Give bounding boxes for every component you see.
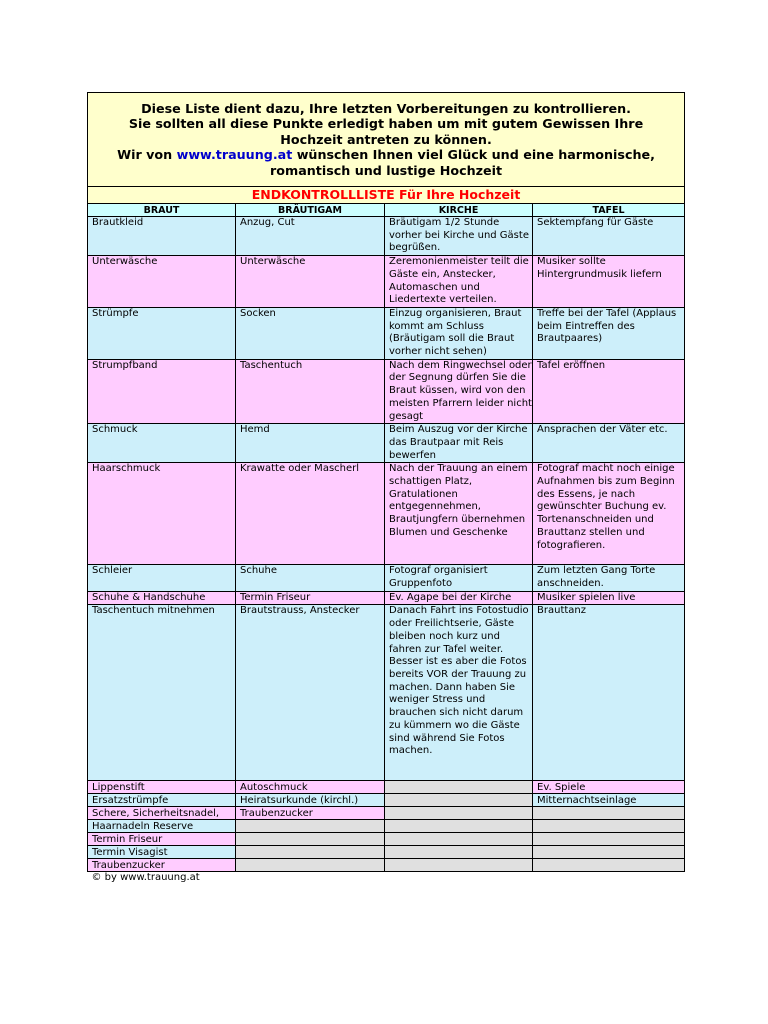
intro-website-link[interactable]: www.trauung.at — [176, 147, 293, 163]
cell-tafel — [533, 859, 685, 872]
cell-braeutigam: Brautstrauss, Anstecker — [236, 605, 385, 781]
intro-line-3: Hochzeit antreten zu können. — [280, 131, 492, 147]
cell-braut: Schere, Sicherheitsnadel, — [88, 807, 236, 820]
checklist-title: ENDKONTROLLLISTE Für Ihre Hochzeit — [88, 187, 685, 204]
cell-kirche: Beim Auszug vor der Kirche das Brautpaar mit Reis bewerfen — [385, 424, 533, 463]
cell-tafel — [533, 846, 685, 859]
cell-tafel — [533, 807, 685, 820]
cell-braut: Haarschmuck — [88, 463, 236, 565]
table-row — [88, 820, 685, 833]
cell-braut: Termin Friseur — [88, 833, 236, 846]
table-row — [88, 424, 685, 463]
cell-tafel: Musiker spielen live — [533, 591, 685, 605]
cell-braut: Strumpfband — [88, 359, 236, 424]
intro-line-4-suffix: wünschen Ihnen viel Glück und eine harmonische, — [292, 147, 655, 163]
cell-braeutigam — [236, 859, 385, 872]
column-header-kirche: KIRCHE — [385, 204, 533, 217]
cell-kirche — [385, 794, 533, 807]
cell-tafel: Treffe bei der Tafel (Applaus beim Eintreffen des Brautpaares) — [533, 307, 685, 359]
cell-kirche: Einzug organisieren, Braut kommt am Schluss (Bräutigam soll die Braut vorher nicht sehen) — [385, 307, 533, 359]
cell-braeutigam: Heiratsurkunde (kirchl.) — [236, 794, 385, 807]
title-row — [88, 187, 685, 204]
table-row — [88, 256, 685, 308]
cell-braeutigam: Autoschmuck — [236, 781, 385, 794]
table-row — [88, 807, 685, 820]
table-row — [88, 846, 685, 859]
cell-braeutigam: Schuhe — [236, 565, 385, 591]
cell-tafel — [533, 833, 685, 846]
table-row — [88, 565, 685, 591]
cell-braut: Schleier — [88, 565, 236, 591]
cell-braeutigam: Krawatte oder Mascherl — [236, 463, 385, 565]
cell-braeutigam: Taschentuch — [236, 359, 385, 424]
table-row — [88, 859, 685, 872]
cell-braut: Taschentuch mitnehmen — [88, 605, 236, 781]
cell-braeutigam: Socken — [236, 307, 385, 359]
table-row — [88, 359, 685, 424]
intro-row — [88, 93, 685, 187]
cell-tafel: Fotograf macht noch einige Aufnahmen bis zum Beginn des Essens, je nach gewünschter Buchung ev. Tortenanschneiden und Brauttanz stellen und fotografieren. — [533, 463, 685, 565]
column-header-braeutigam: BRÄUTIGAM — [236, 204, 385, 217]
cell-braut: Lippenstift — [88, 781, 236, 794]
cell-tafel: Mitternachtseinlage — [533, 794, 685, 807]
cell-tafel: Tafel eröffnen — [533, 359, 685, 424]
cell-tafel: Brauttanz — [533, 605, 685, 781]
column-header-braut: BRAUT — [88, 204, 236, 217]
copyright-footer: © by www.trauung.at — [88, 872, 685, 885]
cell-braut: Strümpfe — [88, 307, 236, 359]
intro-line-1: Diese Liste dient dazu, Ihre letzten Vorbereitungen zu kontrollieren. — [141, 100, 631, 116]
cell-kirche — [385, 833, 533, 846]
cell-braut: Haarnadeln Reserve — [88, 820, 236, 833]
cell-kirche: Zeremonienmeister teilt die Gäste ein, Anstecker, Automaschen und Liedertexte verteilen. — [385, 256, 533, 308]
cell-kirche: Danach Fahrt ins Fotostudio oder Freilichtserie, Gäste bleiben noch kurz und fahren zur Tafel weiter. Besser ist es aber die Fotos bereits VOR der Trauung zu machen. Dann haben Sie weniger Stress und brauchen sich nicht darum zu kümmern wo die Gäste sind während Sie Fotos machen. — [385, 605, 533, 781]
cell-braeutigam: Anzug, Cut — [236, 217, 385, 256]
table-row — [88, 781, 685, 794]
cell-kirche: Bräutigam 1/2 Stunde vorher bei Kirche und Gäste begrüßen. — [385, 217, 533, 256]
cell-kirche — [385, 846, 533, 859]
cell-braut: Traubenzucker — [88, 859, 236, 872]
footer-row — [88, 872, 685, 885]
column-header-row — [88, 204, 685, 217]
cell-tafel: Ev. Spiele — [533, 781, 685, 794]
cell-tafel: Sektempfang für Gäste — [533, 217, 685, 256]
table-row — [88, 307, 685, 359]
cell-braut: Ersatzstrümpfe — [88, 794, 236, 807]
cell-tafel: Ansprachen der Väter etc. — [533, 424, 685, 463]
cell-braut: Schuhe & Handschuhe — [88, 591, 236, 605]
cell-braut: Termin Visagist — [88, 846, 236, 859]
table-row — [88, 463, 685, 565]
cell-braeutigam — [236, 833, 385, 846]
table-row — [88, 794, 685, 807]
intro-line-2: Sie sollten all diese Punkte erledigt haben um mit gutem Gewissen Ihre — [128, 116, 644, 132]
cell-tafel: Musiker sollte Hintergrundmusik liefern — [533, 256, 685, 308]
cell-kirche — [385, 859, 533, 872]
cell-braeutigam: Unterwäsche — [236, 256, 385, 308]
cell-tafel — [533, 820, 685, 833]
table-row — [88, 591, 685, 605]
cell-braeutigam: Hemd — [236, 424, 385, 463]
cell-braeutigam: Termin Friseur — [236, 591, 385, 605]
cell-kirche: Ev. Agape bei der Kirche — [385, 591, 533, 605]
cell-kirche: Fotograf organisiert Gruppenfoto — [385, 565, 533, 591]
cell-braeutigam — [236, 820, 385, 833]
cell-kirche: Nach der Trauung an einem schattigen Platz, Gratulationen entgegennehmen, Brautjungfern übernehmen Blumen und Geschenke — [385, 463, 533, 565]
intro-line-4-prefix: Wir von — [117, 147, 177, 163]
table-row — [88, 833, 685, 846]
cell-kirche — [385, 781, 533, 794]
cell-kirche — [385, 820, 533, 833]
cell-tafel: Zum letzten Gang Torte anschneiden. — [533, 565, 685, 591]
checklist-table — [87, 92, 685, 885]
cell-braut: Schmuck — [88, 424, 236, 463]
table-row — [88, 605, 685, 781]
intro-text — [88, 93, 685, 187]
cell-kirche: Nach dem Ringwechsel oder der Segnung dürfen Sie die Braut küssen, wird von den meisten Pfarrern leider nicht gesagt — [385, 359, 533, 424]
table-row — [88, 217, 685, 256]
cell-kirche — [385, 807, 533, 820]
cell-braeutigam: Traubenzucker — [236, 807, 385, 820]
column-header-tafel: TAFEL — [533, 204, 685, 217]
cell-braut: Unterwäsche — [88, 256, 236, 308]
cell-braeutigam — [236, 846, 385, 859]
cell-braut: Brautkleid — [88, 217, 236, 256]
intro-line-5: romantisch und lustige Hochzeit — [270, 162, 503, 178]
